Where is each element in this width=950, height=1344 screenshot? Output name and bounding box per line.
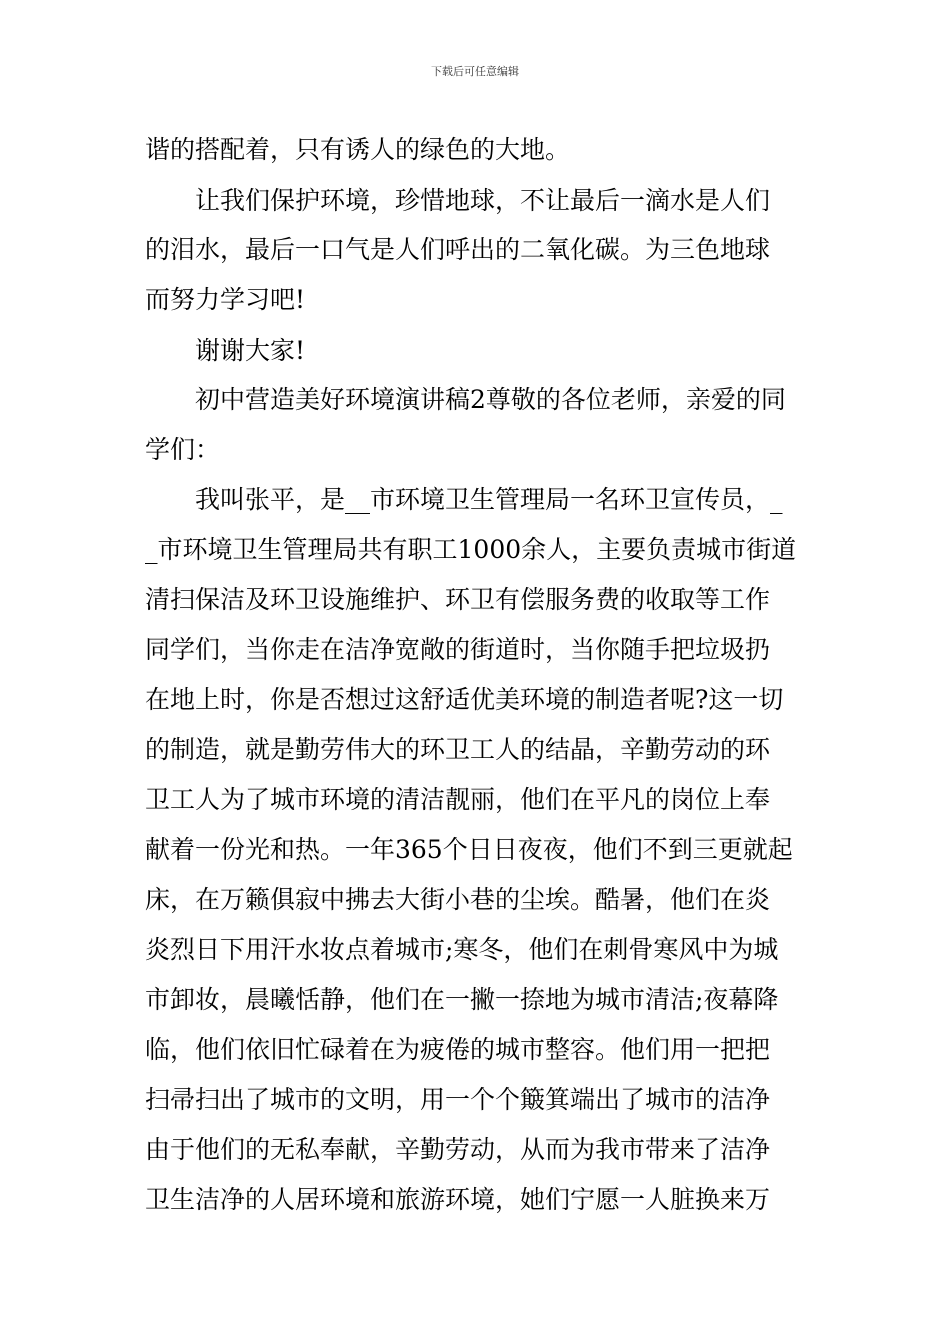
body-line: 卫工人为了城市环境的清洁靓丽，他们在平凡的岗位上奉 bbox=[145, 785, 771, 814]
body-line: 卫生洁净的人居环境和旅游环境，她们宁愿一人脏换来万 bbox=[145, 1185, 771, 1214]
body-line: 的泪水，最后一口气是人们呼出的二氧化碳。为三色地球 bbox=[145, 235, 771, 264]
body-line: 清扫保洁及环卫设施维护、环卫有偿服务费的收取等工作 bbox=[145, 585, 771, 614]
body-line: 由于他们的无私奉献，辛勤劳动，从而为我市带来了洁净 bbox=[145, 1135, 771, 1164]
body-line: 而努力学习吧! bbox=[145, 285, 306, 314]
page-header: 下载后可任意编辑 bbox=[431, 65, 519, 78]
body-line: 在地上时，你是否想过这舒适优美环境的制造者呢?这一切 bbox=[145, 685, 784, 714]
body-line: 市卸妆，晨曦恬静，他们在一撇一捺地为城市清洁;夜幕降 bbox=[145, 985, 779, 1014]
body-line: 献着一份光和热。一年365个日日夜夜，他们不到三更就起 bbox=[145, 835, 793, 864]
body-line: 让我们保护环境，珍惜地球，不让最后一滴水是人们 bbox=[195, 186, 771, 215]
body-line: 炎烈日下用汗水妆点着城市;寒冬，他们在刺骨寒风中为城 bbox=[145, 935, 779, 964]
body-line: 谐的搭配着，只有诱人的绿色的大地。 bbox=[145, 135, 571, 164]
body-line: _市环境卫生管理局共有职工1000余人，主要负责城市街道 bbox=[145, 535, 797, 564]
body-line: 我叫张平，是__市环境卫生管理局一名环卫宣传员，_ bbox=[195, 485, 783, 514]
body-line: 扫帚扫出了城市的文明，用一个个簸箕端出了城市的洁净 bbox=[145, 1085, 771, 1114]
body-line: 谢谢大家! bbox=[195, 336, 306, 365]
body-line: 床，在万籁俱寂中拂去大街小巷的尘埃。酷暑，他们在炎 bbox=[145, 885, 771, 914]
body-line: 同学们，当你走在洁净宽敞的街道时，当你随手把垃圾扔 bbox=[145, 635, 771, 664]
body-line: 的制造，就是勤劳伟大的环卫工人的结晶，辛勤劳动的环 bbox=[145, 735, 771, 764]
body-line: 学们： bbox=[145, 435, 221, 464]
body-line: 临，他们依旧忙碌着在为疲倦的城市整容。他们用一把把 bbox=[145, 1035, 771, 1064]
body-line: 初中营造美好环境演讲稿2尊敬的各位老师，亲爱的同 bbox=[195, 385, 786, 414]
